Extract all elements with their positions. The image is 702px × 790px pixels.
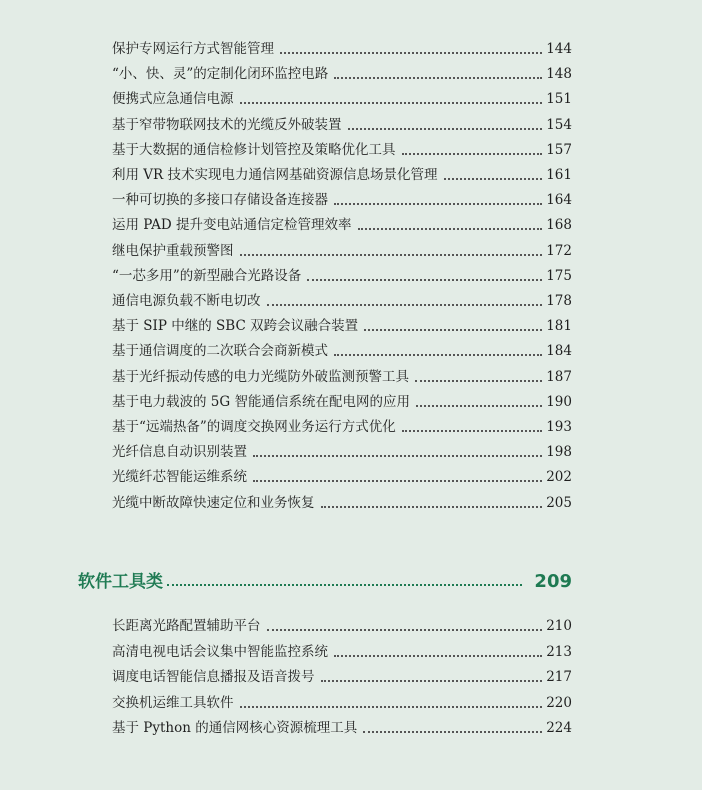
toc-entry[interactable] <box>112 212 572 234</box>
toc-entry[interactable] <box>112 364 572 386</box>
toc-entry[interactable] <box>112 389 572 411</box>
toc-entry-page-number: 202 <box>546 469 572 486</box>
toc-entry-title: 光缆纤芯智能运维系统 <box>112 469 247 486</box>
toc-entry-title: 基于窄带物联网技术的光缆反外破装置 <box>112 116 342 133</box>
toc-entry[interactable] <box>112 313 572 335</box>
toc-entry-page-number: 224 <box>546 720 572 736</box>
toc-entry-page-number: 168 <box>546 217 572 234</box>
toc-entry-page-number: 190 <box>546 393 572 410</box>
toc-entry-page-number: 193 <box>546 419 572 435</box>
toc-entry[interactable] <box>112 187 572 209</box>
toc-entry-title: 基于电力载波的 5G 智能通信系统在配电网的应用 <box>112 393 410 410</box>
toc-entry-page-number: 178 <box>546 293 572 309</box>
toc-entry-title: 高清电视电话会议集中智能监控系统 <box>112 643 328 660</box>
dot-leader <box>334 77 542 79</box>
toc-entry[interactable] <box>112 414 572 436</box>
dot-leader <box>167 584 522 586</box>
toc-entry-page-number: 205 <box>546 494 572 511</box>
dot-leader <box>307 279 542 281</box>
toc-entry[interactable] <box>112 137 572 159</box>
toc-entry-page-number: 157 <box>546 141 572 158</box>
toc-entry[interactable] <box>112 162 572 184</box>
toc-entry-title: 基于“远端热备”的调度交换网业务运行方式优化 <box>112 419 396 435</box>
dot-leader <box>267 629 543 631</box>
toc-entry-page-number: 213 <box>546 643 572 660</box>
toc-entry-title: 利用 VR 技术实现电力通信网基础资源信息场景化管理 <box>112 167 438 183</box>
toc-entry[interactable] <box>112 639 572 661</box>
toc-entry-page-number: 151 <box>546 91 572 108</box>
toc-entry[interactable] <box>112 490 572 512</box>
toc-entry-page-number: 161 <box>546 167 572 183</box>
toc-entry[interactable] <box>112 464 572 486</box>
toc-entry-title: 基于 SIP 中继的 SBC 双跨会议融合装置 <box>112 318 359 335</box>
dot-leader <box>416 405 542 407</box>
toc-entry-title: 保护专网运行方式智能管理 <box>112 41 274 57</box>
toc-entry-title: 基于光纤振动传感的电力光缆防外破监测预警工具 <box>112 368 409 385</box>
toc-entry-page-number: 210 <box>546 618 572 634</box>
toc-entry-page-number: 187 <box>546 368 572 385</box>
toc-entry-title: 便携式应急通信电源 <box>112 91 234 108</box>
dot-leader <box>334 655 542 657</box>
toc-entry-title: 光纤信息自动识别装置 <box>112 444 247 461</box>
toc-entry[interactable] <box>112 288 572 310</box>
toc-entry[interactable] <box>112 338 572 360</box>
toc-entry-title: 交换机运维工具软件 <box>112 694 234 711</box>
toc-entry[interactable] <box>112 715 572 737</box>
toc-entry-title: “小、快、灵”的定制化闭环监控电路 <box>112 66 329 83</box>
toc-entry[interactable] <box>112 238 572 260</box>
toc-entry-page-number: 181 <box>546 318 572 335</box>
section-heading-software-tools[interactable] <box>78 566 572 592</box>
toc-entry-page-number: 148 <box>546 66 572 83</box>
toc-entry-title: 通信电源负载不断电切改 <box>112 293 261 309</box>
dot-leader <box>280 52 542 54</box>
toc-entry-page-number: 172 <box>546 242 572 259</box>
toc-entry-title: “一芯多用”的新型融合光路设备 <box>112 267 302 284</box>
toc-entry[interactable] <box>112 112 572 134</box>
dot-leader <box>415 380 542 382</box>
toc-entry-title: 长距离光路配置辅助平台 <box>112 618 261 634</box>
dot-leader <box>364 329 542 331</box>
section-title: 软件工具类 <box>78 572 163 592</box>
toc-entry-title: 运用 PAD 提升变电站通信定检管理效率 <box>112 217 352 234</box>
dot-leader <box>402 153 543 155</box>
toc-entry-title: 基于大数据的通信检修计划管控及策略优化工具 <box>112 141 396 158</box>
toc-entry-title: 调度电话智能信息播报及语音拨号 <box>112 669 315 685</box>
toc-entry[interactable] <box>112 263 572 285</box>
toc-entry-title: 光缆中断故障快速定位和业务恢复 <box>112 494 315 511</box>
toc-entry-page-number: 154 <box>546 116 572 133</box>
dot-leader <box>334 354 542 356</box>
dot-leader <box>240 102 543 104</box>
toc-entry-page-number: 164 <box>546 192 572 209</box>
toc-entry-page-number: 175 <box>546 267 572 284</box>
dot-leader <box>321 680 543 682</box>
toc-entry-title: 基于通信调度的二次联合会商新模式 <box>112 343 328 360</box>
toc-entry-page-number: 144 <box>546 41 572 57</box>
dot-leader <box>267 304 543 306</box>
dot-leader <box>444 178 543 180</box>
dot-leader <box>348 128 543 130</box>
toc-entry-page-number: 184 <box>546 343 572 360</box>
toc-entry[interactable] <box>112 664 572 686</box>
toc-entry-title: 基于 Python 的通信网核心资源梳理工具 <box>112 720 358 736</box>
toc-entry[interactable] <box>112 613 572 635</box>
dot-leader <box>253 455 542 457</box>
dot-leader <box>402 430 542 432</box>
toc-entry[interactable] <box>112 36 572 58</box>
dot-leader <box>253 480 542 482</box>
dot-leader <box>240 254 543 256</box>
toc-entry-title: 继电保护重载预警图 <box>112 242 234 259</box>
toc-entry[interactable] <box>112 439 572 461</box>
toc-entry-page-number: 217 <box>546 669 572 685</box>
toc-entry-page-number: 198 <box>546 444 572 461</box>
section-page-number: 209 <box>534 571 572 592</box>
toc-entry[interactable] <box>112 690 572 712</box>
dot-leader <box>358 228 543 230</box>
toc-entry[interactable] <box>112 86 572 108</box>
toc-entry-title: 一种可切换的多接口存储设备连接器 <box>112 192 328 209</box>
dot-leader <box>334 203 542 205</box>
dot-leader <box>363 731 542 733</box>
toc-entry-page-number: 220 <box>546 694 572 711</box>
dot-leader <box>240 706 543 708</box>
toc-entry[interactable] <box>112 61 572 83</box>
dot-leader <box>321 506 543 508</box>
